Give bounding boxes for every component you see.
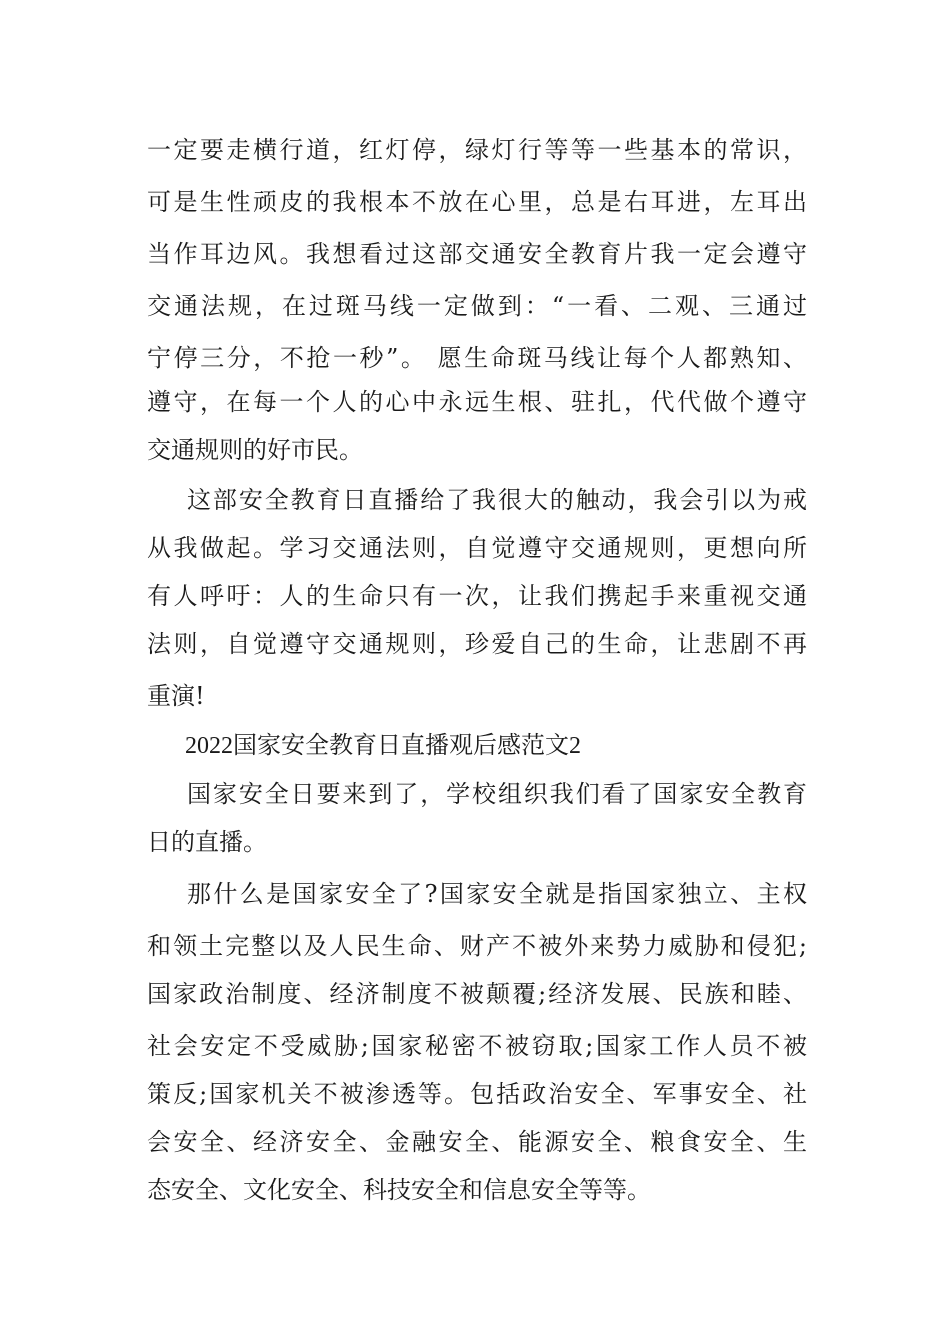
paragraph-line: 日的直播。 <box>147 828 267 856</box>
paragraph-line: 那什么是国家安全了?国家安全就是指国家独立、主权 <box>187 880 807 908</box>
paragraph-line: 遵守，在每一个人的心中永远生根、驻扎，代代做个遵守 <box>147 388 807 416</box>
section-heading: 2022国家安全教育日直播观后感范文2 <box>185 733 581 759</box>
paragraph-line: 国家政治制度、经济制度不被颠覆;经济发展、民族和睦、 <box>147 980 807 1008</box>
paragraph-line: 策反;国家机关不被渗透等。包括政治安全、军事安全、社 <box>147 1080 807 1108</box>
paragraph-line: 当作耳边风。我想看过这部交通安全教育片我一定会遵守 <box>147 240 807 268</box>
paragraph-line: 和领土完整以及人民生命、财产不被外来势力威胁和侵犯; <box>147 932 807 960</box>
paragraph-line: 重演! <box>147 682 205 710</box>
paragraph-line: 有人呼吁：人的生命只有一次，让我们携起手来重视交通 <box>147 582 807 610</box>
paragraph-line: 法则，自觉遵守交通规则，珍爱自己的生命，让悲剧不再 <box>147 630 807 658</box>
paragraph-line: 一定要走横行道，红灯停，绿灯行等等一些基本的常识， <box>147 136 807 164</box>
paragraph-line: 交通规则的好市民。 <box>147 436 363 464</box>
paragraph-line: 交通法规，在过斑马线一定做到：“一看、二观、三通过 <box>147 292 807 320</box>
paragraph-line: 会安全、经济安全、金融安全、能源安全、粮食安全、生 <box>147 1128 807 1156</box>
paragraph-line: 态安全、文化安全、科技安全和信息安全等等。 <box>147 1176 651 1204</box>
paragraph-line: 可是生性顽皮的我根本不放在心里，总是右耳进，左耳出 <box>147 188 807 216</box>
paragraph-line: 从我做起。学习交通法则，自觉遵守交通规则，更想向所 <box>147 534 807 562</box>
paragraph-line: 宁停三分，不抢一秒”。 愿生命斑马线让每个人都熟知、 <box>147 344 807 372</box>
paragraph-line: 这部安全教育日直播给了我很大的触动，我会引以为戒 <box>187 486 807 514</box>
paragraph-line: 国家安全日要来到了，学校组织我们看了国家安全教育 <box>187 780 807 808</box>
paragraph-line: 社会安定不受威胁;国家秘密不被窃取;国家工作人员不被 <box>147 1032 807 1060</box>
